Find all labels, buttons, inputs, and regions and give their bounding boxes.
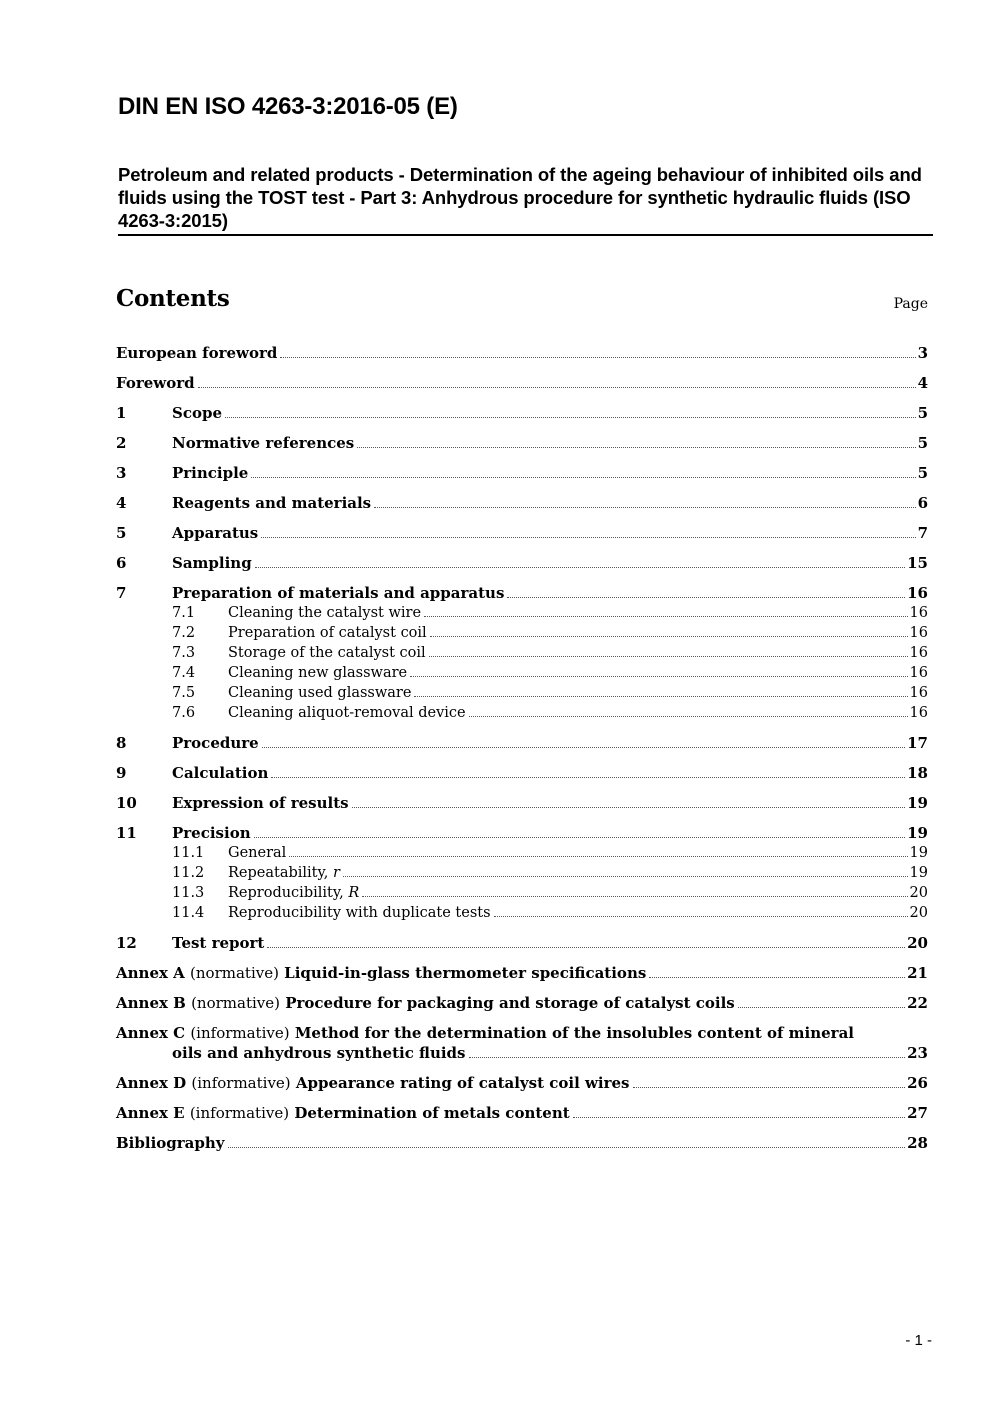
toc-variable: R (348, 885, 360, 901)
toc-entry-precision[interactable] (116, 823, 928, 843)
toc-title: Expression of results (172, 794, 349, 812)
toc-page: 27 (907, 1104, 928, 1122)
toc-entry-7-5[interactable] (116, 683, 928, 703)
toc-page: 18 (907, 764, 928, 782)
toc-page: 16 (909, 665, 928, 681)
toc-number: 8 (116, 734, 127, 752)
toc-title: Normative references (172, 434, 355, 452)
toc-entry-normative-references[interactable] (116, 433, 928, 453)
toc-page: 21 (907, 964, 928, 982)
toc-title: Precision (172, 824, 251, 842)
toc-title: Bibliography (116, 1134, 225, 1152)
table-of-contents (116, 338, 928, 1153)
toc-title: Annex B (normative) Procedure for packaging and storage of catalyst coils (116, 994, 735, 1012)
toc-title: European foreword (116, 344, 278, 362)
toc-entry-scope[interactable] (116, 403, 928, 423)
toc-entry-principle[interactable] (116, 463, 928, 483)
dot-leader (362, 895, 907, 897)
toc-page: 19 (909, 865, 928, 881)
toc-entry-procedure[interactable] (116, 733, 928, 753)
toc-title: Calculation (172, 764, 269, 782)
toc-page: 16 (909, 625, 928, 641)
toc-title: Annex D (informative) Appearance rating of catalyst coil wires (116, 1074, 630, 1092)
toc-title: Cleaning new glassware (228, 665, 408, 681)
toc-title: Repeatability, r (228, 865, 340, 881)
toc-page: 20 (907, 934, 928, 952)
dot-leader (271, 776, 905, 778)
toc-number: 6 (116, 554, 127, 572)
dot-leader (469, 715, 908, 717)
toc-page: 16 (909, 605, 928, 621)
toc-title: Procedure (172, 734, 259, 752)
contents-heading: Contents (116, 285, 230, 312)
toc-title: Storage of the catalyst coil (228, 645, 426, 661)
dot-leader (429, 655, 908, 657)
toc-page: 17 (907, 734, 928, 752)
dot-leader (424, 615, 908, 617)
toc-number: 7.1 (172, 605, 196, 621)
footer-page-number: - 1 - (905, 1332, 932, 1349)
toc-page: 16 (909, 685, 928, 701)
toc-entry-preparation[interactable] (116, 583, 928, 603)
toc-title: Reproducibility with duplicate tests (228, 905, 491, 921)
toc-title: Cleaning aliquot-removal device (228, 705, 466, 721)
toc-title: Test report (172, 934, 265, 952)
toc-entry-european-foreword[interactable] (116, 343, 928, 363)
document-title: DIN EN ISO 4263-3:2016-05 (E) (118, 93, 458, 120)
toc-number: 11.3 (172, 885, 205, 901)
toc-entry-11-1[interactable] (116, 843, 928, 863)
toc-page: 15 (907, 554, 928, 572)
dot-leader (251, 476, 915, 478)
dot-leader (254, 836, 906, 838)
toc-entry-test-report[interactable] (116, 933, 928, 953)
toc-entry-foreword[interactable] (116, 373, 928, 393)
toc-page: 22 (907, 994, 928, 1012)
toc-page: 19 (909, 845, 928, 861)
toc-page: 20 (909, 905, 928, 921)
toc-entry-11-4[interactable] (116, 903, 928, 923)
dot-leader (649, 976, 905, 978)
toc-number: 2 (116, 434, 127, 452)
toc-number: 11 (116, 824, 137, 842)
toc-page: 16 (909, 705, 928, 721)
toc-number: 10 (116, 794, 137, 812)
toc-title: Annex E (informative) Determination of metals content (116, 1104, 570, 1122)
toc-variable: r (332, 865, 340, 881)
toc-page: 20 (909, 885, 928, 901)
dot-leader (225, 416, 916, 418)
dot-leader (280, 356, 915, 358)
toc-entry-reagents[interactable] (116, 493, 928, 513)
dot-leader (507, 596, 905, 598)
toc-entry-annex-d[interactable] (116, 1073, 928, 1093)
toc-number: 7.6 (172, 705, 196, 721)
dot-leader (573, 1116, 905, 1118)
toc-number: 11.4 (172, 905, 205, 921)
toc-entry-11-3[interactable] (116, 883, 928, 903)
toc-title: Reproducibility, R (228, 885, 360, 901)
dot-leader (289, 855, 907, 857)
toc-title: Apparatus (172, 524, 259, 542)
toc-page: 6 (917, 494, 928, 512)
dot-leader (352, 806, 906, 808)
toc-number: 9 (116, 764, 127, 782)
toc-page: 7 (917, 524, 928, 542)
toc-number: 3 (116, 464, 127, 482)
toc-page: 16 (907, 584, 928, 602)
toc-title: Cleaning used glassware (228, 685, 412, 701)
toc-page: 4 (917, 374, 928, 392)
dot-leader (357, 446, 915, 448)
toc-entry-sampling[interactable] (116, 553, 928, 573)
toc-number: 11.1 (172, 845, 205, 861)
toc-page: 26 (907, 1074, 928, 1092)
toc-entry-annex-e[interactable] (116, 1103, 928, 1123)
toc-entry-apparatus[interactable] (116, 523, 928, 543)
dot-leader (469, 1056, 906, 1058)
dot-leader (414, 695, 907, 697)
toc-title: Sampling (172, 554, 252, 572)
toc-number: 4 (116, 494, 127, 512)
toc-title: Principle (172, 464, 249, 482)
dot-leader (343, 875, 908, 877)
toc-entry-bibliography[interactable] (116, 1133, 928, 1153)
dot-leader (374, 506, 915, 508)
page-column-label: Page (893, 296, 928, 312)
toc-title: Scope (172, 404, 223, 422)
dot-leader (262, 746, 905, 748)
toc-entry-annex-b[interactable] (116, 993, 928, 1013)
toc-page: 23 (907, 1044, 928, 1062)
toc-number: 7.3 (172, 645, 196, 661)
toc-page: 16 (909, 645, 928, 661)
toc-page: 19 (907, 794, 928, 812)
toc-entry-7-1[interactable] (116, 603, 928, 623)
toc-entry-annex-c[interactable] (116, 1023, 928, 1063)
dot-leader (494, 915, 908, 917)
toc-number: 1 (116, 404, 127, 422)
toc-entry-7-3[interactable] (116, 643, 928, 663)
toc-page: 5 (917, 464, 928, 482)
toc-number: 7 (116, 584, 127, 602)
dot-leader (738, 1006, 905, 1008)
toc-page: 3 (917, 344, 928, 362)
toc-number: 7.2 (172, 625, 196, 641)
toc-title: General (228, 845, 287, 861)
toc-title: Foreword (116, 374, 195, 392)
toc-page: 19 (907, 824, 928, 842)
document-subtitle: Petroleum and related products - Determination of the ageing behaviour of inhibited oils and fluids using the TOST test - Part 3: Anhydrous procedure for synthetic hydraulic fluids (ISO 4263-3:2015) (118, 163, 933, 236)
toc-title: Annex A (normative) Liquid-in-glass thermometer specifications (116, 964, 647, 982)
toc-page: 5 (917, 404, 928, 422)
toc-title: Reagents and materials (172, 494, 372, 512)
toc-page: 28 (907, 1134, 928, 1152)
toc-title: Preparation of materials and apparatus (172, 584, 505, 602)
toc-entry-annex-a[interactable] (116, 963, 928, 983)
toc-number: 7.5 (172, 685, 196, 701)
toc-entry-11-2[interactable] (116, 863, 928, 883)
toc-entry-calculation[interactable] (116, 763, 928, 783)
dot-leader (430, 635, 908, 637)
toc-number: 12 (116, 934, 137, 952)
dot-leader (228, 1146, 906, 1148)
toc-entry-7-2[interactable] (116, 623, 928, 643)
dot-leader (198, 386, 916, 388)
toc-entry-7-4[interactable] (116, 663, 928, 683)
dot-leader (633, 1086, 906, 1088)
dot-leader (261, 536, 915, 538)
toc-page: 5 (917, 434, 928, 452)
toc-title-continued: oils and anhydrous synthetic fluids (172, 1044, 466, 1062)
dot-leader (410, 675, 907, 677)
toc-title: Annex C (informative) Method for the determination of the insolubles content of mineral (116, 1024, 854, 1042)
toc-entry-7-6[interactable] (116, 703, 928, 723)
toc-title: Cleaning the catalyst wire (228, 605, 422, 621)
toc-number: 7.4 (172, 665, 196, 681)
toc-entry-expression-of-results[interactable] (116, 793, 928, 813)
toc-title: Preparation of catalyst coil (228, 625, 427, 641)
toc-number: 11.2 (172, 865, 205, 881)
toc-number: 5 (116, 524, 127, 542)
dot-leader (255, 566, 905, 568)
dot-leader (267, 946, 905, 948)
